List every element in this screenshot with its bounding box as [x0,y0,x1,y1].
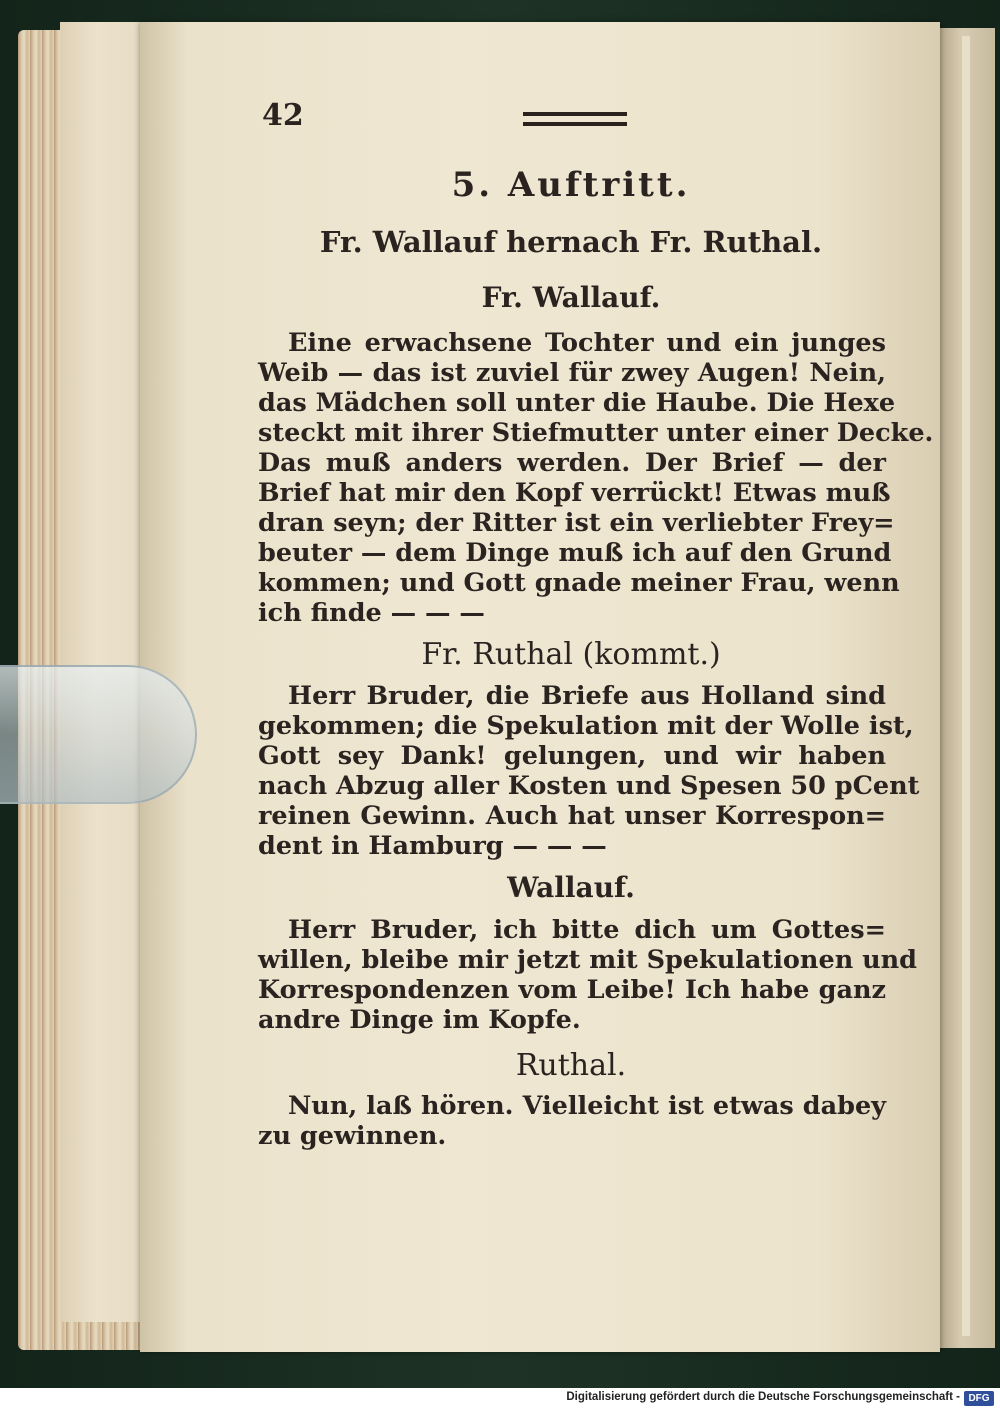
header-rule-bottom [523,122,627,126]
speech-line: andre Dinge im Kopfe. [258,1005,581,1035]
speech-line: Nun, laß hören. Vielleicht ist etwas dabey [288,1091,886,1121]
scene-characters: Fr. Wallauf hernach Fr. Ruthal. [319,225,823,259]
speech-line: nach Abzug aller Kosten und Spesen 50 pCent [258,771,920,801]
page-number: 42 [262,98,304,133]
speech-line: steckt mit ihrer Stiefmutter unter einer Decke. [258,418,934,448]
speech-line: Korrespondenzen vom Leibe! Ich habe ganz [258,975,886,1005]
speech-line: das Mädchen soll unter die Haube. Die Hexe [258,388,896,418]
speech-line: zu gewinnen. [258,1121,447,1151]
speech-line: ich finde — — — [258,598,485,628]
speech-line: reinen Gewinn. Auch hat unser Korrespon= [258,801,886,831]
speaker-name: Fr. Ruthal (kommt.) [421,637,721,672]
speech-line: kommen; und Gott gnade meiner Frau, wenn [258,568,900,598]
speech-block [258,681,920,861]
speech-line: beuter — dem Dinge muß ich auf den Grund [258,538,892,568]
speech-line: Das muß anders werden. Der Brief — der [258,448,886,478]
speech-line: Eine erwachsene Tochter und ein junges [288,328,886,358]
speech-line: dent in Hamburg — — — [258,831,607,861]
speaker-name: Ruthal. [515,1048,627,1083]
speech-line: Weib — das ist zuviel für zwey Augen! Nein, [258,358,886,388]
speech-block [258,915,918,1035]
speech-line: Herr Bruder, die Briefe aus Holland sind [288,681,886,711]
speech-line: willen, bleibe mir jetzt mit Spekulationen und [258,945,918,975]
speaker-name: Fr. Wallauf. [481,281,661,314]
footer-bar [0,1388,1000,1410]
speech-block [258,328,934,628]
speech-line: Herr Bruder, ich bitte dich um Gottes= [288,915,886,945]
speech-line: gekommen; die Spekulation mit der Wolle ist, [258,711,914,741]
speech-line: Gott sey Dank! gelungen, und wir haben [258,741,886,771]
speech-block [258,1091,886,1151]
speaker-name: Wallauf. [507,871,635,904]
right-page-edge-inner [962,36,970,1336]
speech-line: dran seyn; der Ritter ist ein verliebter Frey= [258,508,895,538]
header-rule-top [523,112,627,116]
speech-line: Brief hat mir den Kopf verrückt! Etwas muß [258,478,891,508]
page-holder-clip [0,665,197,804]
dfg-logo: DFG [964,1391,994,1406]
scene-title: 5. Auftritt. [451,165,691,205]
funding-attribution: Digitalisierung gefördert durch die Deutsche Forschungsgemeinschaft - [566,1391,960,1403]
